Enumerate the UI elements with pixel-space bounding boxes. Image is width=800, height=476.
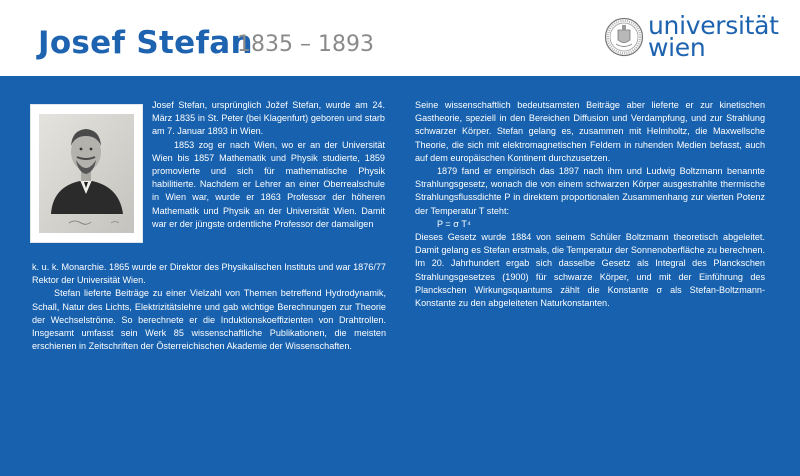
logo-line-1: universität	[648, 11, 779, 40]
logo-line-2: wien	[648, 33, 706, 62]
bio-column-1	[152, 99, 385, 231]
bio-paragraph-2: 1853 zog er nach Wien, wo er an der Universität Wien bis 1857 Mathematik und Physik studierte, 1859 promovierte und sich für mathematische Physik habilitierte. Nachdem er Lehrer an einer Oberrealschule in Wien war, wurde er 1863 Professor der höheren Mathematik und Physik an der Universität Wien. Damit war er der jüngste ordentliche Professor der damaligen	[152, 139, 385, 229]
portrait	[30, 104, 143, 243]
stefan-boltzmann-formula: P = σ T⁴	[437, 218, 471, 229]
bio-paragraph-4: Seine wissenschaftlich bedeutsamsten Beiträge aber lieferte er zur kinetischen Gastheorie, speziell in den Bereichen Diffusion und Verdampfung, und zur Strahlung schwarzer Körper. Stefan gelang es, zusammen mit Helmholtz, die Maxwellsche Theorie, die sich mit elektromagnetischen Feldern in ruhenden Medien befasst, auch auf dem europäischen Kontinent durchzusetzen.	[415, 100, 765, 163]
bio-column-2	[415, 99, 765, 310]
page-title: Josef Stefan	[38, 25, 253, 61]
logo-wordmark	[648, 11, 779, 62]
bio-paragraph-2-continued: k. u. k. Monarchie. 1865 wurde er Direktor des Physikalischen Instituts und war 1876/77 Rektor der Universität Wien.	[32, 262, 386, 286]
university-logo	[604, 11, 794, 65]
university-seal-icon	[604, 17, 644, 57]
life-years: 1835 – 1893	[237, 32, 374, 57]
portrait-engraving	[39, 114, 134, 233]
bio-paragraph-1: Josef Stefan, ursprünglich Jožef Stefan, wurde am 24. März 1835 in St. Peter (bei Klagenfurt) geboren und starb am 7. Januar 1893 in Wien.	[152, 100, 385, 137]
bio-paragraph-5: 1879 fand er empirisch das 1897 nach ihm und Ludwig Boltzmann benannte Strahlungsgesetz, wonach die von einem schwarzen Körper ausgestrahlte thermische Strahlungsflussdichte P in direktem proportionalen Zusammenhang zur vierten Potenz der Temperatur T steht:	[415, 166, 765, 216]
portrait-image	[39, 114, 134, 233]
bio-column-1-continued	[32, 261, 386, 353]
bio-paragraph-6: Dieses Gesetz wurde 1884 von seinem Schüler Boltzmann theoretisch abgeleitet. Damit gelang es Stefan erstmals, die Temperatur der Sonnenoberfläche zu berechnen. Im 20. Jahrhundert ergab sich dasselbe Gesetz als Integral des Planckschen Strahlungsgesetzes (1900) für schwarze Körper, und mit der Einführung des Planckschen Wirkungsquantums zählt die Konstante σ als Stefan-Boltzmann-Konstante zu den abgeleiteten Naturkonstanten.	[415, 232, 765, 309]
bio-paragraph-3: Stefan lieferte Beiträge zu einer Vielzahl von Themen betreffend Hydrodynamik, Schall, Natur des Lichts, Elektrizitätslehre und gab wichtige Berechnungen zur Theorie der Wechselströme. So berechnete er die Induktionskoeffizienten von Drahtrollen. Insgesamt umfasst sein Werk 85 wissenschaftliche Publikationen, die meisten erschienen in Zeitschriften der Österreichischen Akademie der Wissenschaften.	[32, 288, 386, 352]
content-panel	[0, 76, 800, 476]
header	[0, 0, 800, 76]
